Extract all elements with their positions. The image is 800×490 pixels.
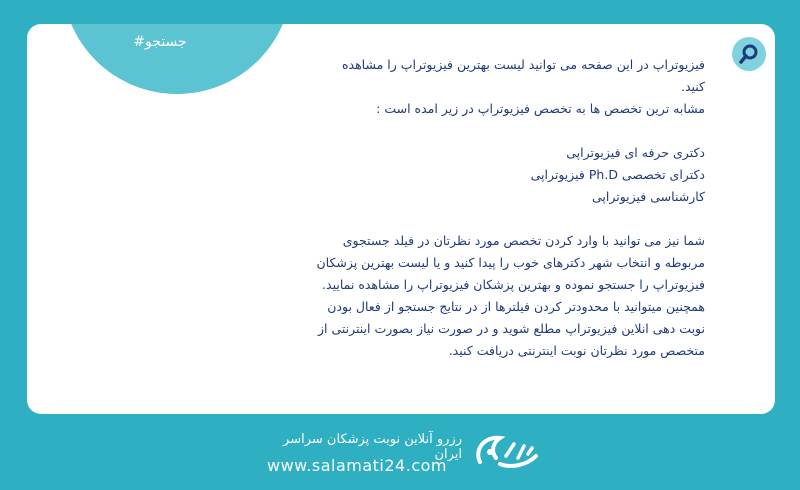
- search-button[interactable]: [732, 37, 766, 71]
- specialty-item[interactable]: کارشناسی فیزیوتراپی: [591, 189, 705, 204]
- specialty-item[interactable]: دکترای تخصصی Ph.D فیزیوتراپی: [530, 167, 705, 182]
- footer-tagline: رزرو آنلاین نوبت پزشکان سراسر ایران: [283, 432, 462, 462]
- page-content: [315, 54, 705, 362]
- content-card: [27, 24, 775, 414]
- similar-heading: مشابه ترین تخصص ها به تخصص فیزیوتراپ در زیر امده است :: [376, 101, 705, 116]
- salamati-logo: [470, 428, 546, 476]
- specialty-item[interactable]: دکتری حرفه ای فیزیوتراپی: [566, 145, 705, 160]
- search-guide-paragraph: شما نیز می توانید با وارد کردن تخصص مورد نظرتان در فیلد جستجوی مربوطه و انتخاب شهر دکترهای خوب را پیدا کنید و یا لیست بهترین پزشکان فیزیوتراپ را جستجو نموده و بهترین پزشکان فیزیوتراپ را مشاهده نمایید.: [316, 233, 705, 292]
- search-icon: [738, 43, 760, 65]
- intro-text: فیزیوتراپ در این صفحه می توانید لیست بهترین فیزیوتراپ را مشاهده کنید.: [341, 57, 705, 94]
- footer-url[interactable]: www.salamati24.com: [267, 456, 447, 475]
- search-tab-label[interactable]: #جستجو: [133, 34, 187, 50]
- filter-guide-paragraph: همچنین میتوانید با محدودتر کردن فیلترها از در نتایج جستجو از فعال بودن نوبت دهی انلاین فیزیوتراپ مطلع شوید و در صورت نیاز بصورت اینترنتی از متخصص مورد نظرتان نوبت اینترنتی دریافت کنید.: [317, 299, 705, 358]
